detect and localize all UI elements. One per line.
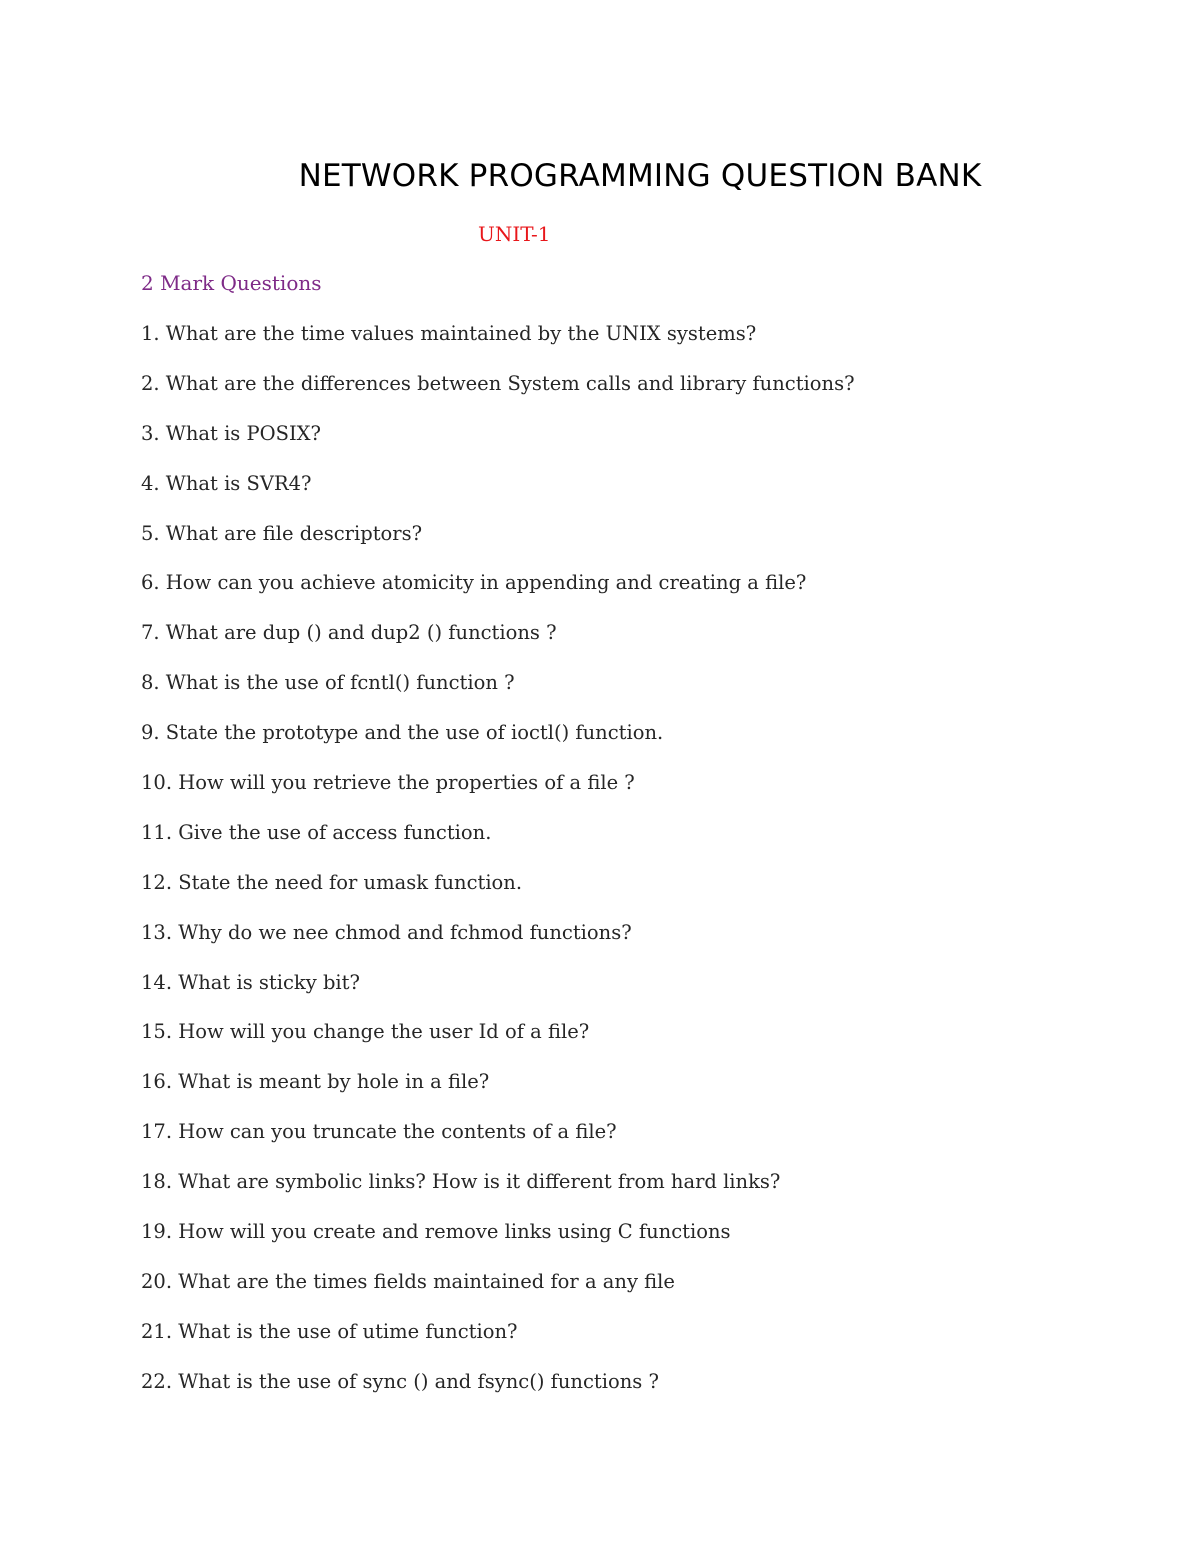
question-item: 4. What is SVR4? <box>141 471 312 495</box>
question-list <box>141 320 855 1418</box>
question-item: 15. How will you change the user Id of a file? <box>141 1020 590 1044</box>
question-item: 14. What is sticky bit? <box>141 970 360 994</box>
question-item: 9. State the prototype and the use of ioctl() function. <box>141 721 664 745</box>
question-item: 18. What are symbolic links? How is it different from hard links? <box>141 1170 781 1194</box>
question-item: 8. What is the use of fcntl() function ? <box>141 671 515 695</box>
page-title: NETWORK PROGRAMMING QUESTION BANK <box>298 158 982 194</box>
question-item: 12. State the need for umask function. <box>141 870 523 894</box>
question-item: 3. What is POSIX? <box>141 421 322 445</box>
question-item: 21. What is the use of utime function? <box>141 1319 518 1343</box>
question-item: 2. What are the differences between System calls and library functions? <box>141 371 855 395</box>
section-heading: 2 Mark Questions <box>141 271 322 295</box>
question-item: 1. What are the time values maintained by the UNIX systems? <box>141 322 757 345</box>
question-item: 5. What are file descriptors? <box>141 521 423 545</box>
unit-heading: UNIT-1 <box>478 222 551 246</box>
question-item: 7. What are dup () and dup2 () functions ? <box>141 621 557 645</box>
question-item: 20. What are the times fields maintained for a any file <box>141 1269 675 1293</box>
question-item: 19. How will you create and remove links using C functions <box>141 1220 731 1244</box>
question-item: 10. How will you retrieve the properties of a file ? <box>141 771 635 795</box>
question-item: 16. What is meant by hole in a file? <box>141 1070 490 1094</box>
question-item: 11. Give the use of access function. <box>141 820 492 844</box>
question-item: 22. What is the use of sync () and fsync() functions ? <box>141 1369 659 1393</box>
question-item: 17. How can you truncate the contents of a file? <box>141 1120 617 1144</box>
question-item: 6. How can you achieve atomicity in appending and creating a file? <box>141 571 807 595</box>
question-item: 13. Why do we nee chmod and fchmod functions? <box>141 920 632 944</box>
